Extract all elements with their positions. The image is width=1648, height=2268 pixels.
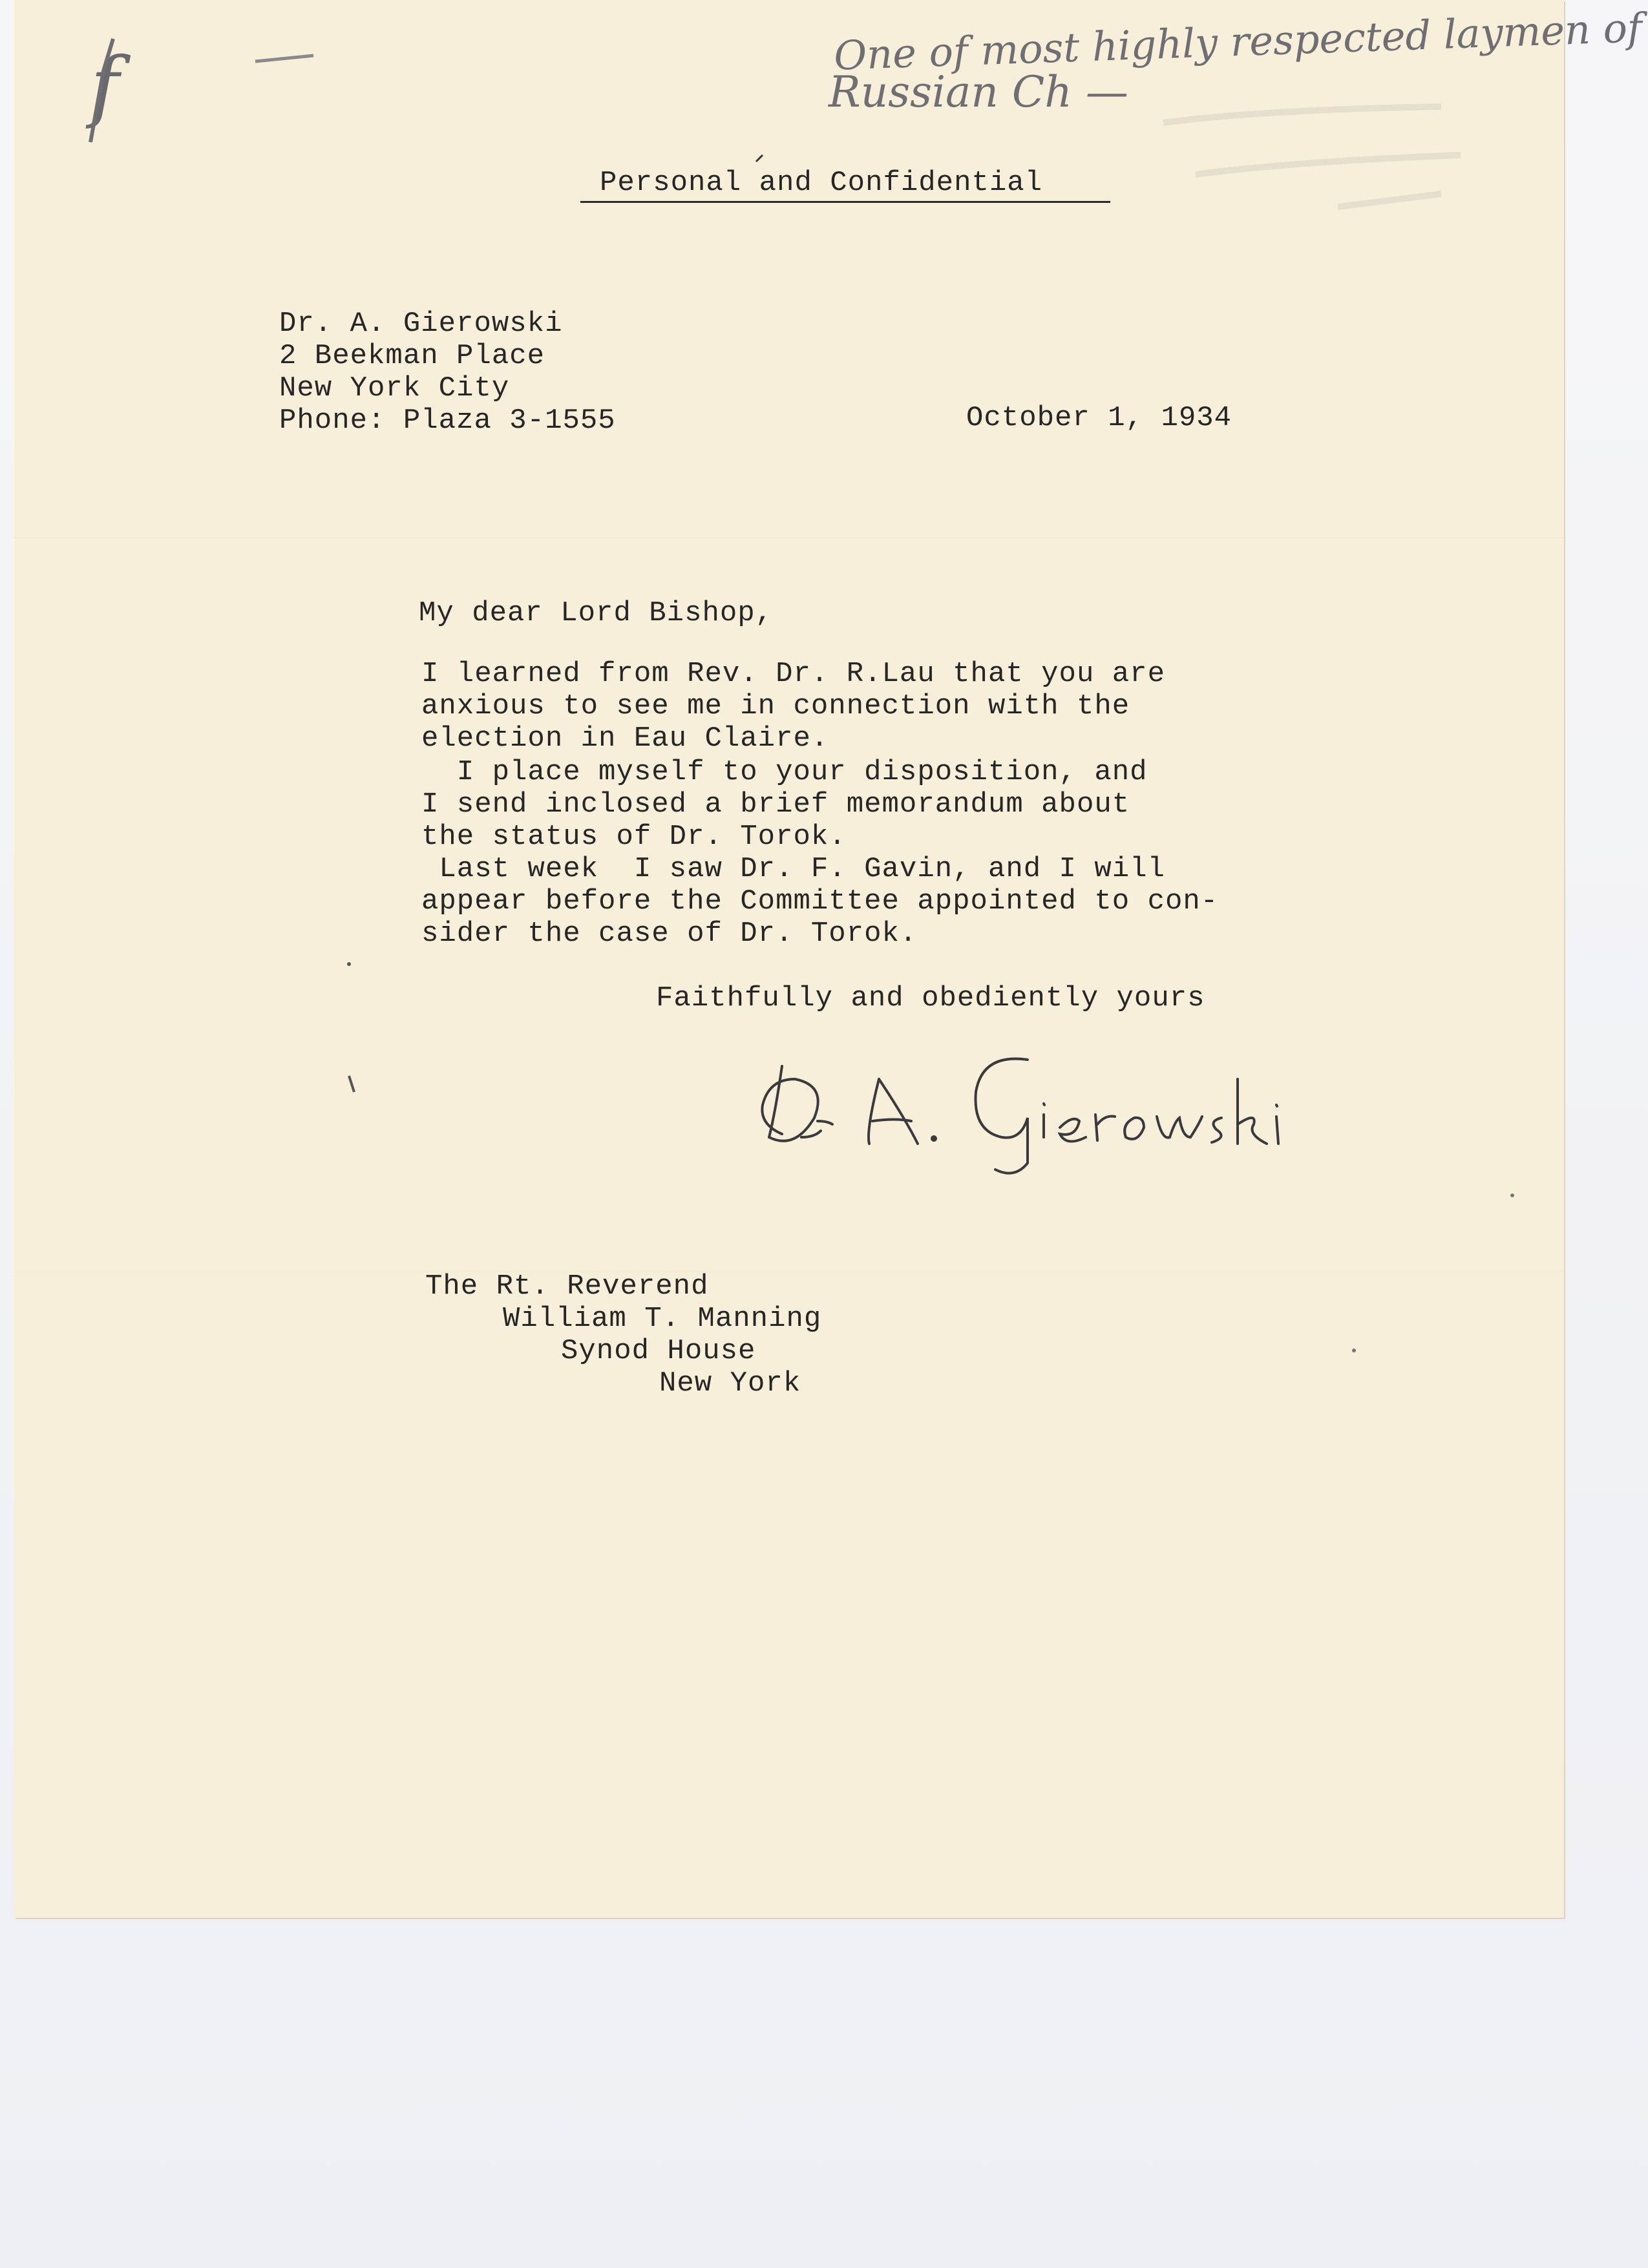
body-line: I send inclosed a brief memorandum about	[421, 788, 1130, 821]
dash-mark-icon	[255, 56, 313, 61]
body-line: election in Eau Claire.	[421, 722, 829, 755]
faded-pencil-scribble	[1163, 107, 1461, 207]
accent-tick-mark	[756, 155, 763, 162]
recipient-line-4: New York	[659, 1367, 801, 1400]
body-line: Last week I saw Dr. F. Gavin, and I will	[421, 853, 1165, 885]
sender-phone: Phone: Plaza 3-1555	[279, 404, 616, 437]
paper-speck	[347, 962, 351, 966]
check-mark-icon	[90, 39, 113, 142]
handwritten-note-line-2: Russian Ch —	[829, 67, 1128, 117]
sender-city: New York City	[279, 372, 510, 404]
paper-speck	[349, 1076, 354, 1092]
paper-speck	[1510, 1193, 1514, 1197]
sender-name: Dr. A. Gierowski	[279, 308, 563, 340]
heading-underline	[580, 201, 1110, 203]
letter-date: October 1, 1934	[966, 402, 1232, 434]
signature	[756, 1040, 1299, 1182]
handwritten-margin-mark: f	[90, 41, 120, 131]
body-line: sider the case of Dr. Torok.	[421, 918, 918, 950]
salutation: My dear Lord Bishop,	[419, 597, 774, 629]
paper-speck	[1352, 1349, 1356, 1352]
recipient-line-3: Synod House	[561, 1335, 756, 1367]
sender-street: 2 Beekman Place	[279, 340, 545, 372]
recipient-line-1: The Rt. Reverend	[425, 1270, 709, 1303]
recipient-line-2: William T. Manning	[503, 1303, 822, 1335]
body-line: the status of Dr. Torok.	[421, 821, 847, 853]
body-line: appear before the Committee appointed to con-	[421, 885, 1219, 918]
handwritten-note-line-1: One of most highly respected laymen of	[833, 4, 1643, 79]
body-line: I place myself to your disposition, and	[421, 756, 1148, 788]
body-line: anxious to see me in connection with the	[421, 690, 1130, 722]
confidential-heading: Personal and Confidential	[600, 167, 1043, 199]
body-line: I learned from Rev. Dr. R.Lau that you are	[421, 658, 1165, 690]
closing: Faithfully and obediently yours	[656, 982, 1205, 1014]
